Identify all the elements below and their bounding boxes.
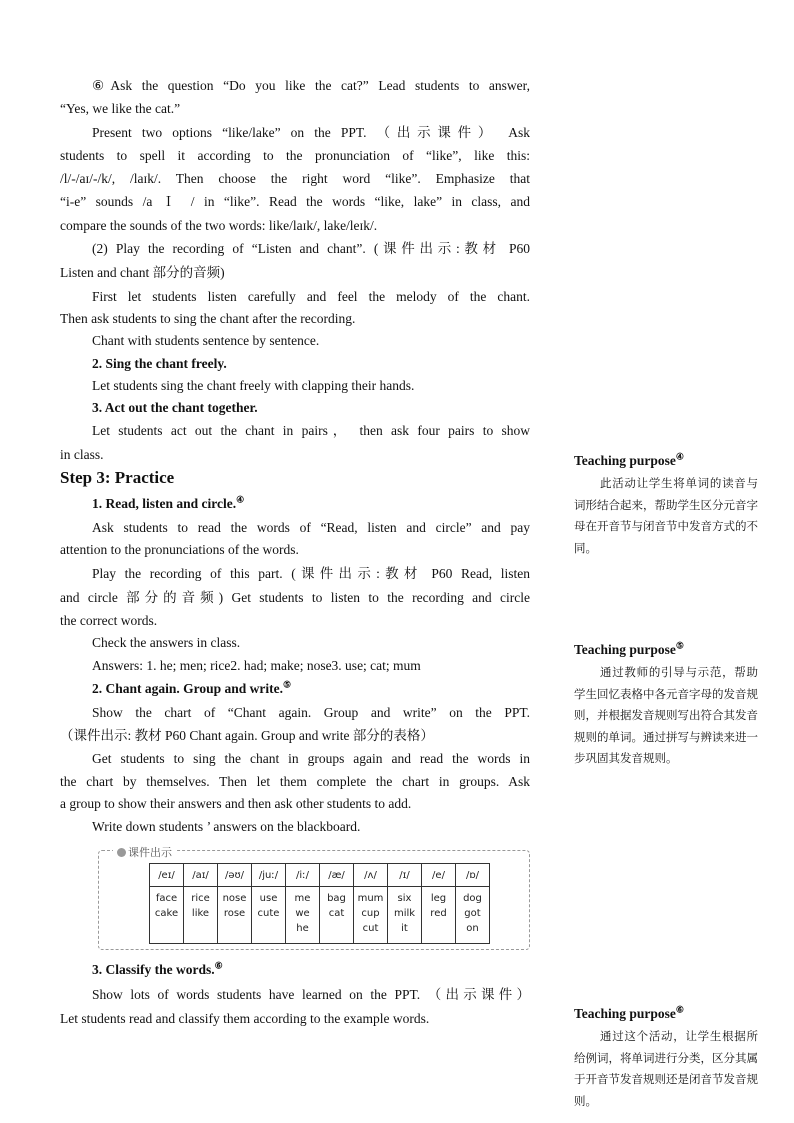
paragraph-line: Play the recording of this part. (课件出示:教材 P60 Read, listen [92, 566, 530, 581]
phoneme-header: /e/ [422, 864, 456, 887]
paragraph-line: Let students sing the chant freely with clapping their hands. [92, 378, 415, 393]
word-cell: nose rose [218, 887, 252, 944]
word-cell: use cute [252, 887, 286, 944]
word-cell: face cake [150, 887, 184, 944]
paragraph-line: Show lots of words students have learned on the PPT. （出示课件） [92, 987, 530, 1002]
bullet-icon [117, 848, 126, 857]
table-row [150, 887, 490, 944]
teaching-purpose-5 [574, 642, 758, 770]
paragraph-line: students to spell it according to the pronunciation of “like”, like this: [60, 148, 530, 163]
paragraph-line: Let students act out the chant in pairs， then ask four pairs to show [92, 423, 530, 438]
paragraph-line: Listen and chant 部分的音频) [60, 265, 225, 280]
paragraph-line: the correct words. [60, 613, 158, 628]
paragraph-line: /l/-/aɪ/-/k/, /laɪk/. Then choose the right word “like”. Emphasize that [60, 171, 530, 186]
subheading-chant-group-write: 2. Chant again. Group and write.⑤ [92, 679, 292, 696]
section-heading-step3: Step 3: Practice [60, 468, 175, 487]
phoneme-header: /iː/ [286, 864, 320, 887]
paragraph-line: “i-e” sounds /a Ｉ / in “like”. Read the words “like, lake” in class, and [60, 194, 530, 209]
teaching-purpose-6 [574, 1006, 758, 1112]
paragraph-line: Check the answers in class. [92, 635, 241, 650]
phonics-table [149, 863, 490, 944]
paragraph-line: Show the chart of “Chant again. Group and write” on the PPT. [92, 705, 530, 720]
paragraph-line: Present two options “like/lake” on the PPT. （出示课件） Ask [92, 125, 530, 140]
word-cell: leg red [422, 887, 456, 944]
teaching-purpose-title: Teaching purpose⑤ [574, 640, 684, 657]
paragraph-line: ⑥Ask the question “Do you like the cat?” Lead students to answer, [92, 78, 530, 93]
paragraph-line: in class. [60, 447, 104, 462]
teaching-purpose-body: 通过这个活动，让学生根据所给例词，将单词进行分类，区分其属于开音节发音规则还是闭音节发音规则。 [574, 1029, 758, 1108]
phoneme-header: /eɪ/ [150, 864, 184, 887]
phoneme-header: /æ/ [320, 864, 354, 887]
phoneme-header: /juː/ [252, 864, 286, 887]
teaching-purpose-4 [574, 453, 758, 559]
footnote-marker: ⑤ [283, 679, 292, 690]
paragraph-line: Get students to sing the chant in groups again and read the words in [92, 751, 530, 766]
phoneme-header: /ɒ/ [456, 864, 490, 887]
word-cell: dog got on [456, 887, 490, 944]
paragraph-line: Let students read and classify them according to the example words. [60, 1011, 430, 1026]
paragraph-line: the chart by themselves. Then let them complete the chart in groups. Ask [60, 774, 530, 789]
paragraph-line: Then ask students to sing the chant after the recording. [60, 311, 356, 326]
phoneme-header: /ɪ/ [388, 864, 422, 887]
phoneme-header: /əʊ/ [218, 864, 252, 887]
paragraph-line: a group to show their answers and then ask other students to add. [60, 796, 412, 811]
subheading-act-chant: 3. Act out the chant together. [92, 400, 258, 415]
word-cell: rice like [184, 887, 218, 944]
teaching-purpose-title: Teaching purpose⑥ [574, 1004, 684, 1021]
subheading-read-listen-circle: 1. Read, listen and circle.④ [92, 494, 245, 511]
paragraph-line: Ask students to read the words of “Read, listen and circle” and pay [92, 520, 530, 535]
paragraph-line: compare the sounds of the two words: like/laɪk/, lake/leɪk/. [60, 218, 378, 233]
paragraph-line: （课件出示: 教材 P60 Chant again. Group and write 部分的表格） [60, 728, 434, 743]
teaching-purpose-title: Teaching purpose④ [574, 451, 684, 468]
paragraph-line: and circle 部分的音频) Get students to listen to the recording and circle [60, 590, 530, 605]
footnote-marker: ⑥ [214, 960, 223, 971]
word-cell: mum cup cut [354, 887, 388, 944]
answers-line: Answers: 1. he; men; rice2. had; make; nose3. use; cat; mum [92, 658, 421, 673]
paragraph-line: Write down students ’ answers on the blackboard. [92, 819, 361, 834]
teaching-purpose-body: 此活动让学生将单词的读音与词形结合起来，帮助学生区分元音字母在开音节与闭音节中发音方式的不同。 [574, 476, 758, 555]
paragraph-line: Chant with students sentence by sentence. [92, 333, 320, 348]
phoneme-header: /ʌ/ [354, 864, 388, 887]
word-cell: me we he [286, 887, 320, 944]
footnote-marker: ④ [236, 494, 245, 505]
table-header-row [150, 864, 490, 887]
word-cell: six milk it [388, 887, 422, 944]
paragraph-line: (2) Play the recording of “Listen and chant”. (课件出示:教材 P60 [92, 241, 530, 256]
phoneme-header: /aɪ/ [184, 864, 218, 887]
subheading-sing-chant: 2. Sing the chant freely. [92, 356, 227, 371]
subheading-classify-words: 3. Classify the words.⑥ [92, 960, 223, 977]
word-cell: bag cat [320, 887, 354, 944]
courseware-panel [98, 846, 530, 950]
paragraph-line: attention to the pronunciations of the words. [60, 542, 299, 557]
courseware-label: 课件出示 [113, 844, 176, 860]
paragraph-line: “Yes, we like the cat.” [60, 101, 181, 116]
paragraph-line: First let students listen carefully and feel the melody of the chant. [92, 289, 530, 304]
teaching-purpose-body: 通过教师的引导与示范，帮助学生回忆表格中各元音字母的发音规则，并根据发音规则写出符合其发音规则的单词。通过拼写与辨读来进一步巩固其发音规则。 [574, 665, 758, 765]
